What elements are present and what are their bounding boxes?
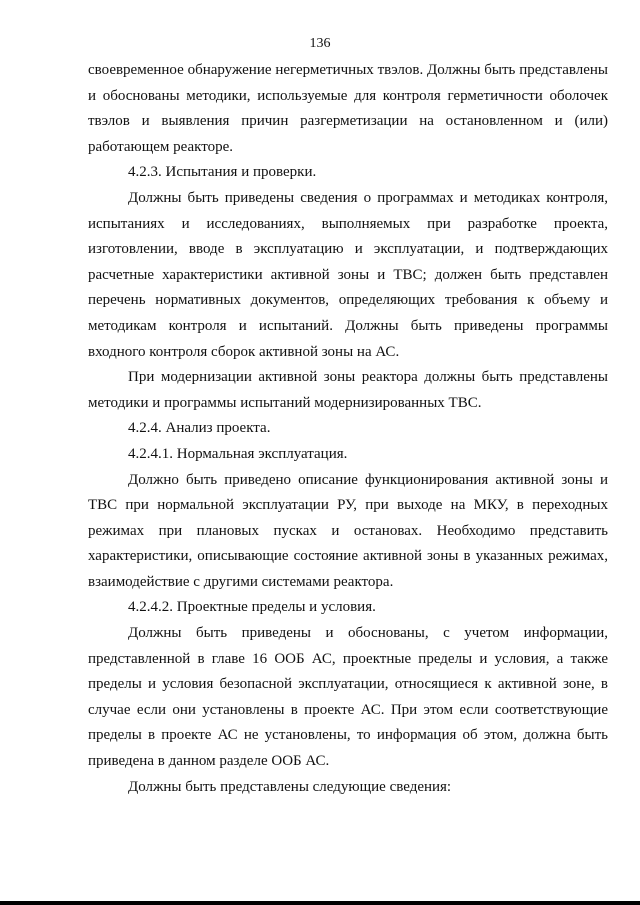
- page-bottom-border: [0, 901, 640, 905]
- section-heading-4-2-4-2: 4.2.4.2. Проектные пределы и условия.: [128, 599, 376, 616]
- paragraph-modernization: При модернизации активной зоны реактора должны быть представлены методики и программы испытаний модернизированных ТВС.: [88, 369, 608, 411]
- paragraph-following-info: Должны быть представлены следующие сведения:: [128, 778, 452, 795]
- document-body: [88, 58, 608, 800]
- section-heading-4-2-3: 4.2.3. Испытания и проверки.: [128, 164, 317, 181]
- section-heading-4-2-4: 4.2.4. Анализ проекта.: [128, 420, 271, 437]
- paragraph-normal-operation: Должно быть приведено описание функционирования активной зоны и ТВС при нормальной эксплуатации РУ, при выходе на МКУ, в переходных режимах при плановых пусках и остановах. Необходимо представить характеристики, описывающие состояние активной зоны в указанных режимах, взаимодействие с другими системами реактора.: [88, 471, 608, 590]
- paragraph-testing-programs: Должны быть приведены сведения о программах и методиках контроля, испытаниях и исследованиях, выполняемых при разработке проекта, изготовлении, вводе в эксплуатацию и эксплуатации, и подтверждающих расчетные характеристики активной зоны и ТВС; должен быть представлен перечень нормативных документов, определяющих требования к объему и методикам контроля и испытаний. Должны быть приведены программы входного контроля сборок активной зоны на АС.: [88, 189, 608, 360]
- section-heading-4-2-4-1: 4.2.4.1. Нормальная эксплуатация.: [128, 445, 348, 462]
- page-number: 136: [309, 36, 331, 51]
- paragraph-continuation: своевременное обнаружение негерметичных твэлов. Должны быть представлены и обоснованы методики, используемые для контроля герметичности оболочек твэлов и выявления причин разгерметизации на остановленном и (или) работающем реакторе.: [88, 62, 608, 155]
- paragraph-design-limits: Должны быть приведены и обоснованы, с учетом информации, представленной в главе 16 ООБ АС, проектные пределы и условия, а также пределы и условия безопасной эксплуатации, относящиеся к активной зоне, в случае если они установлены в проекте АС. При этом если соответствующие пределы в проекте АС не установлены, то информация об этом, должна быть приведена в данном разделе ООБ АС.: [88, 625, 608, 770]
